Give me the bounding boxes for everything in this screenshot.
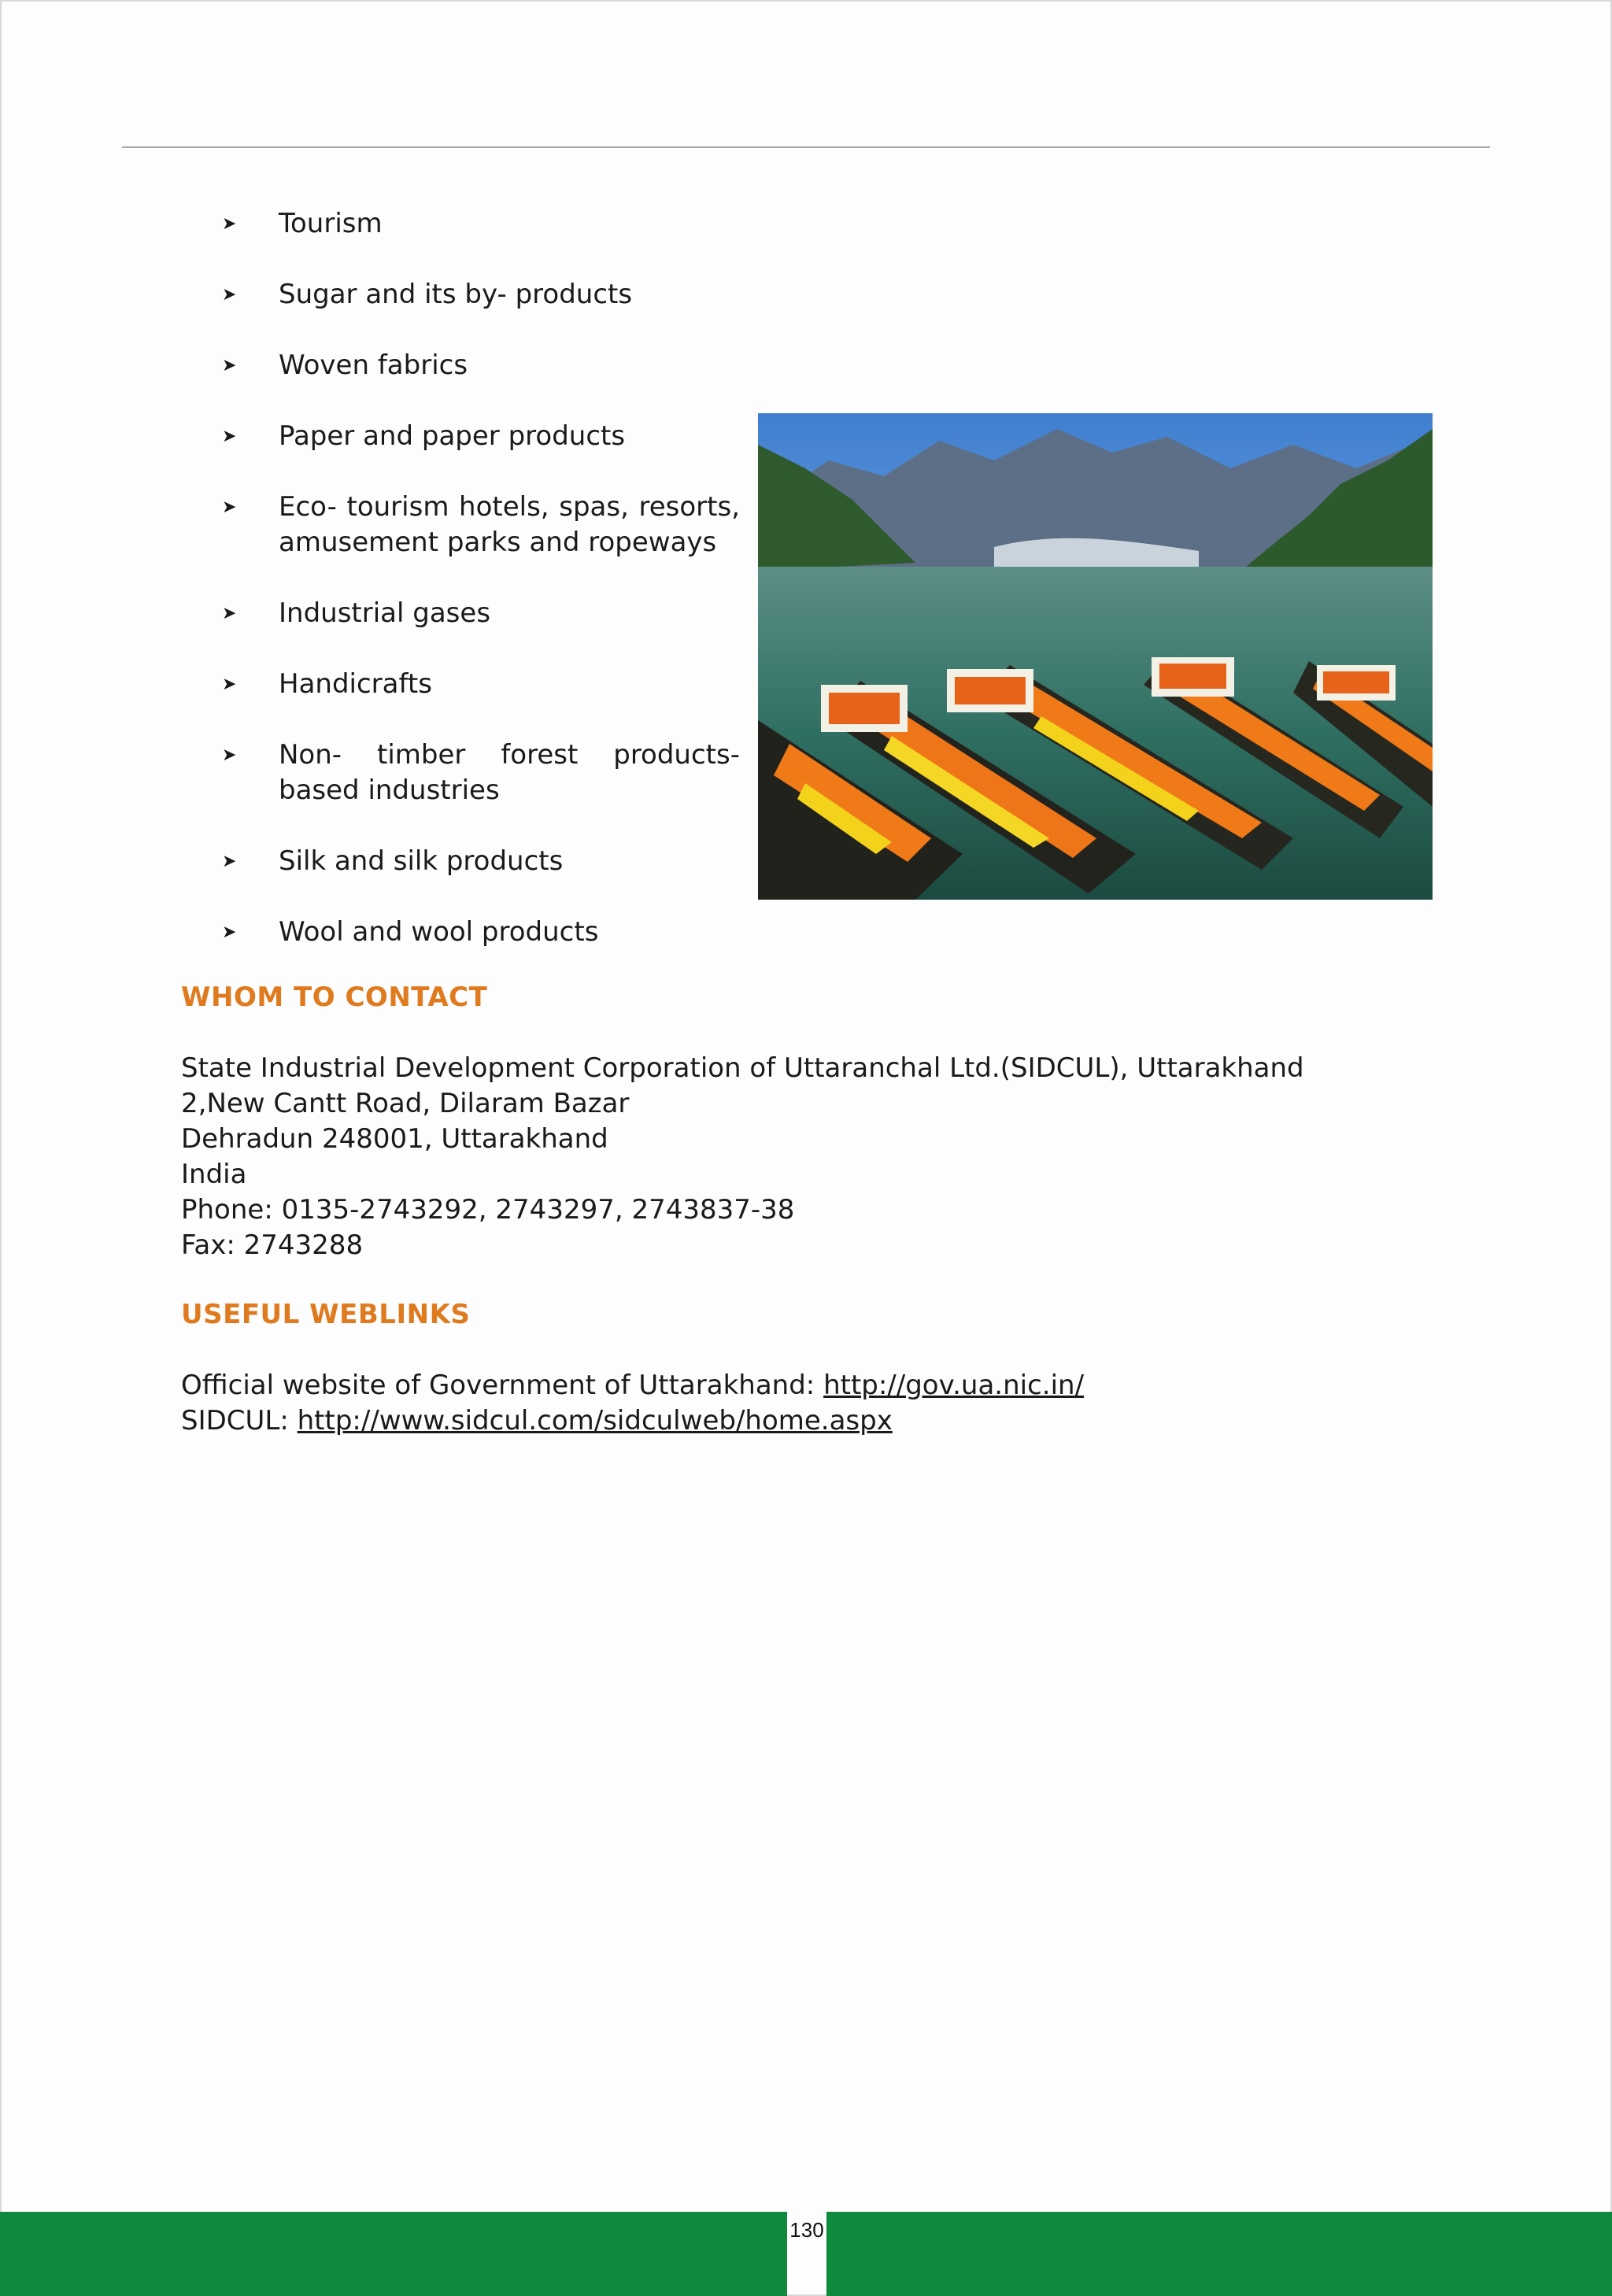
- contact-org: State Industrial Development Corporation of Uttaranchal Ltd.(SIDCUL), Uttarakhand: [181, 1052, 1304, 1084]
- arrowhead-right-icon: ➤: [222, 214, 237, 234]
- weblink-row: [181, 1403, 1084, 1439]
- lake-boats-photo: [758, 413, 1433, 900]
- arrowhead-right-icon: ➤: [222, 922, 237, 942]
- footer-bar-left: [0, 2212, 787, 2296]
- list-item: ➤ Eco- tourism hotels, spas, resorts, amusement parks and ropeways: [222, 491, 740, 558]
- weblink-label: Official website of Government of Uttarakhand:: [181, 1370, 824, 1401]
- gov-website-link[interactable]: http://gov.ua.nic.in/: [823, 1370, 1085, 1401]
- footer-bar-right: [826, 2212, 1612, 2296]
- arrowhead-right-icon: ➤: [222, 852, 237, 871]
- list-item: ➤ Industrial gases: [181, 596, 740, 631]
- list-item: ➤ Paper and paper products: [181, 419, 740, 454]
- contact-details: [181, 1051, 1304, 1263]
- arrowhead-right-icon: ➤: [222, 497, 237, 517]
- contact-fax: Fax: 2743288: [181, 1229, 364, 1261]
- arrowhead-right-icon: ➤: [222, 745, 237, 765]
- contact-phone: Phone: 0135-2743292, 2743297, 2743837-38: [181, 1194, 795, 1226]
- weblinks-heading: USEFUL WEBLINKS: [181, 1299, 471, 1330]
- weblink-label: SIDCUL:: [181, 1405, 298, 1436]
- arrowhead-right-icon: ➤: [222, 285, 237, 305]
- weblink-row: [181, 1368, 1084, 1403]
- contact-address-line: 2,New Cantt Road, Dilaram Bazar: [181, 1088, 630, 1119]
- list-item: ➤ Silk and silk products: [181, 844, 740, 879]
- list-item: ➤ Handicrafts: [181, 667, 740, 702]
- contact-country: India: [181, 1159, 247, 1190]
- header-rule: [122, 146, 1490, 148]
- list-item: ➤ Woven fabrics: [181, 348, 740, 383]
- list-item: ➤ Sugar and its by- products: [181, 277, 740, 312]
- sidcul-website-link[interactable]: http://www.sidcul.com/sidculweb/home.aspx: [297, 1405, 893, 1436]
- arrowhead-right-icon: ➤: [222, 427, 237, 446]
- industry-list: [181, 206, 740, 985]
- arrowhead-right-icon: ➤: [222, 356, 237, 375]
- arrowhead-right-icon: ➤: [222, 604, 237, 623]
- contact-city: Dehradun 248001, Uttarakhand: [181, 1123, 608, 1155]
- list-item: ➤ Non- timber forest products-based industries: [222, 739, 740, 806]
- weblinks-list: [181, 1368, 1084, 1439]
- list-item: ➤ Wool and wool products: [181, 915, 740, 950]
- arrowhead-right-icon: ➤: [222, 675, 237, 694]
- list-item: ➤ Tourism: [181, 206, 740, 242]
- page-number: 130: [789, 2218, 824, 2242]
- contact-heading: WHOM TO CONTACT: [181, 982, 488, 1013]
